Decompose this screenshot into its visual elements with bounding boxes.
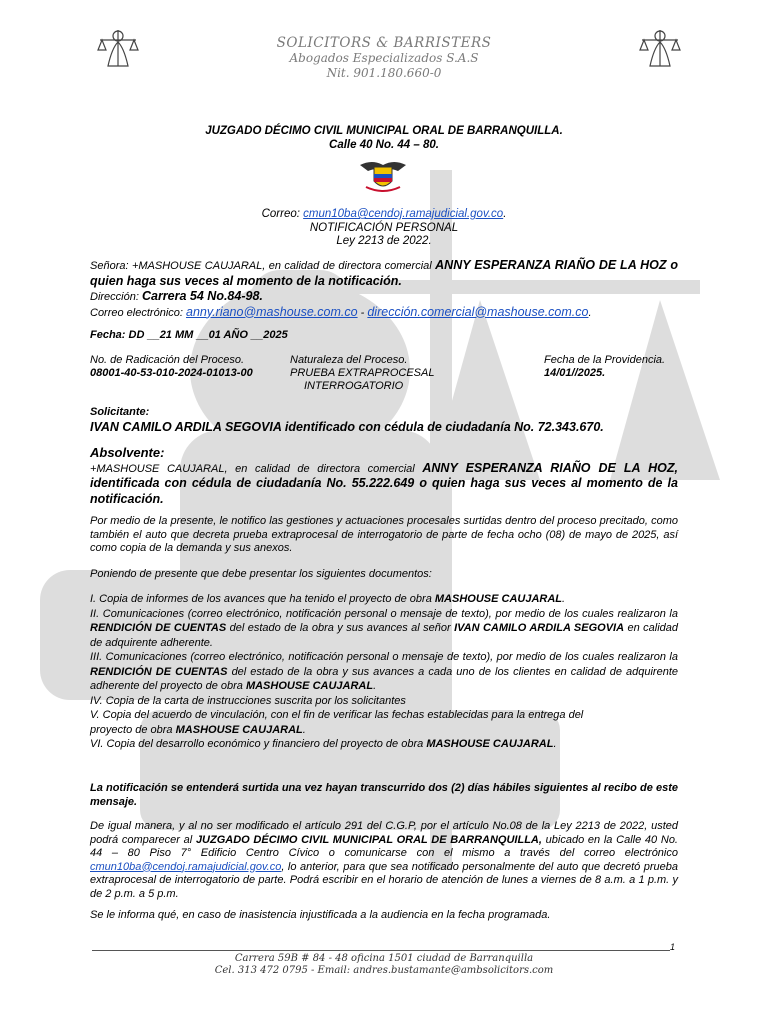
absolvente-rest: identificada con cédula de ciudadanía No. 55.222.649 o quien haga sus veces al momento de la notificación.	[90, 476, 678, 506]
email-separator: -	[357, 306, 368, 319]
court-heading	[0, 124, 768, 152]
notice-law: Ley 2213 de 2022.	[336, 235, 432, 247]
document-list	[90, 592, 678, 752]
solicitante-label: Solicitante:	[90, 406, 150, 418]
recipient-address	[90, 289, 678, 305]
list-item-bold: MASHOUSE CAUJARAL	[245, 680, 374, 692]
court-email-link[interactable]: cmun10ba@cendoj.ramajudicial.gov.co	[303, 208, 504, 220]
notice-title: NOTIFICACIÓN PERSONAL	[309, 221, 459, 234]
list-item-text: VI. Copia del desarrollo económico y financiero del proyecto de obra	[90, 738, 427, 750]
address-label: Dirección:	[90, 291, 142, 303]
appearance-text-2: ubicado en la Calle 40 No. 44 – 80 Piso 7° Edificio Centro Cívico o comunicarse con el mismo a través del correo electrónico	[90, 833, 678, 859]
list-item-text: del estado de la obra y sus avances al señor	[226, 622, 455, 634]
court-email-line	[0, 208, 768, 222]
naturaleza-value-1: PRUEBA EXTRAPROCESAL	[290, 367, 435, 379]
list-item-text: proyecto de obra	[90, 723, 176, 736]
list-item-bold: MASHOUSE CAUJARAL	[175, 723, 303, 736]
list-item	[90, 607, 678, 651]
list-item-bold: RENDICIÓN DE CUENTAS	[90, 665, 228, 678]
absolvente-label: Absolvente:	[90, 445, 165, 460]
notification-notice: La notificación se entenderá surtida una vez hayan transcurrido dos (2) días hábiles siguientes al recibo de este mensaje.	[90, 782, 678, 808]
recipient-block	[90, 258, 678, 320]
list-item-end: en calidad de adquirente adherente.	[90, 622, 678, 649]
list-item: V. Copia del acuerdo de vinculación, con el fin de verificar las fechas establecidas para la entrega del	[90, 709, 584, 721]
absolvente-block	[90, 446, 678, 507]
list-item-text: del estado de la obra y sus avances a cada uno de los clientes en calidad de adquirente adherente del proyecto de obra	[90, 665, 678, 692]
salutation-label: Señora:	[90, 260, 132, 272]
firm-nit: Nit. 901.180.660-0	[326, 66, 442, 80]
process-radicacion	[90, 354, 253, 380]
radicacion-value: 08001-40-53-010-2024-01013-00	[90, 367, 253, 379]
recipient-salutation	[90, 258, 678, 289]
footer-address: Carrera 59B # 84 - 48 oficina 1501 ciudad de Barranquilla	[234, 953, 534, 964]
providencia-header: Fecha de la Providencia.	[544, 354, 666, 366]
recipient-email-2[interactable]: dirección.comercial@mashouse.com.co	[367, 304, 589, 319]
absolvente-prefix: +MASHOUSE CAUJARAL, en calidad de directora comercial	[90, 462, 423, 475]
colombia-coat-of-arms	[358, 157, 408, 195]
date-line: Fecha: DD __21 MM __01 AÑO __2025	[90, 329, 288, 341]
appearance-text-3: , lo anterior, para que sea notificado personalmente del auto que decretó prueba extraprocesal de interrogatorio de parte. Podrá escribir en el horario de atención de lunes a viernes de 8 a.m. a 1 p.m. y de 2 p.m. a 5 p.m.	[90, 860, 678, 900]
solicitante-block	[90, 405, 678, 434]
recipient-email-1[interactable]: anny.riano@mashouse.com.co	[186, 304, 358, 319]
list-item-bold: RENDICIÓN DE CUENTAS	[90, 622, 227, 634]
providencia-value: 14/01//2025.	[544, 367, 606, 379]
firm-name: SOLICITORS & BARRISTERS	[276, 35, 492, 51]
recipient-email-label: Correo electrónico:	[90, 306, 186, 319]
notice-header	[0, 208, 768, 249]
list-item-text: I. Copia de informes de los avances que ha tenido el proyecto de obra	[90, 593, 435, 605]
firm-header	[0, 36, 768, 81]
paragraph-appearance	[90, 820, 678, 901]
solicitante-text: IVAN CAMILO ARDILA SEGOVIA identificado con cédula de ciudadanía No. 72.343.670.	[90, 419, 604, 434]
list-item-text: III. Comunicaciones (correo electrónico, notificación personal o mensaje de texto), por medio de los cuales realizaron la	[90, 651, 678, 663]
appearance-court: JUZGADO DÉCIMO CIVIL MUNICIPAL ORAL DE BARRANQUILLA,	[195, 833, 542, 846]
list-item-end: .	[553, 738, 557, 750]
list-item	[90, 737, 678, 752]
list-item-end: .	[562, 593, 566, 605]
list-item-bold: MASHOUSE CAUJARAL	[426, 738, 554, 750]
page-number: 1	[670, 942, 676, 952]
process-fecha	[544, 354, 665, 380]
naturaleza-value-2: INTERROGATORIO	[304, 380, 404, 392]
list-item-end: .	[373, 680, 377, 692]
email-end: .	[588, 306, 592, 319]
appearance-text: De igual manera, y al no ser modificado el artículo 291 del C.G.P, por el artículo No.08 de la Ley 2213 de 2022, usted podrá comparecer al	[90, 820, 678, 846]
footer	[0, 953, 768, 977]
list-item-end: .	[302, 723, 306, 736]
salutation-text: +MASHOUSE CAUJARAL, en calidad de directora comercial	[131, 260, 436, 272]
footer-divider	[92, 950, 670, 951]
footer-contact: Cel. 313 472 0795 - Email: andres.bustamante@ambsolicitors.com	[214, 965, 554, 976]
list-item	[90, 723, 678, 738]
list-item	[90, 592, 678, 607]
address-value: Carrera 54 No.84-98.	[141, 289, 263, 303]
naturaleza-header: Naturaleza del Proceso.	[290, 354, 408, 366]
list-item-text: II. Comunicaciones (correo electrónico, notificación personal o mensaje de texto), por medio de los cuales realizaron la	[90, 607, 678, 620]
list-item-bold: IVAN CAMILO ARDILA SEGOVIA	[454, 622, 625, 634]
paragraph-documents-intro: Poniendo de presente que debe presentar los siguientes documentos:	[90, 568, 432, 580]
absolvente-text	[90, 461, 678, 508]
list-item: IV. Copia de la carta de instrucciones suscrita por los solicitantes	[90, 694, 406, 707]
recipient-email-line	[90, 305, 678, 321]
court-address: Calle 40 No. 44 – 80.	[329, 139, 439, 151]
email-suffix: .	[503, 208, 507, 220]
email-label: Correo:	[261, 208, 304, 220]
recipient-name: ANNY ESPERANZA RIAÑO DE LA HOZ o quien haga sus veces al momento de la notificación.	[90, 258, 678, 288]
list-item	[90, 650, 678, 694]
firm-subtitle: Abogados Especializados S.A.S	[289, 51, 479, 65]
list-item-bold: MASHOUSE CAUJARAL	[434, 593, 563, 605]
process-naturaleza	[290, 354, 434, 393]
appearance-email-link[interactable]: cmun10ba@cendoj.ramajudicial.gov.co	[90, 860, 282, 873]
paragraph-intro: Por medio de la presente, le notifico las gestiones y actuaciones procesales surtidas dentro del proceso precitado, como también el auto que decreta prueba extraprocesal de interrogatorio de parte de fecha ocho (08) de mayo de 2025, así como copia de la demanda y sus anexos.	[90, 515, 678, 554]
absolvente-name: ANNY ESPERANZA RIAÑO DE LA HOZ,	[422, 460, 679, 475]
paragraph-absence: Se le informa qué, en caso de inasistencia injustificada a la audiencia en la fecha programada.	[90, 909, 551, 921]
court-name: JUZGADO DÉCIMO CIVIL MUNICIPAL ORAL DE BARRANQUILLA.	[205, 125, 563, 137]
radicacion-header: No. de Radicación del Proceso.	[90, 354, 245, 366]
